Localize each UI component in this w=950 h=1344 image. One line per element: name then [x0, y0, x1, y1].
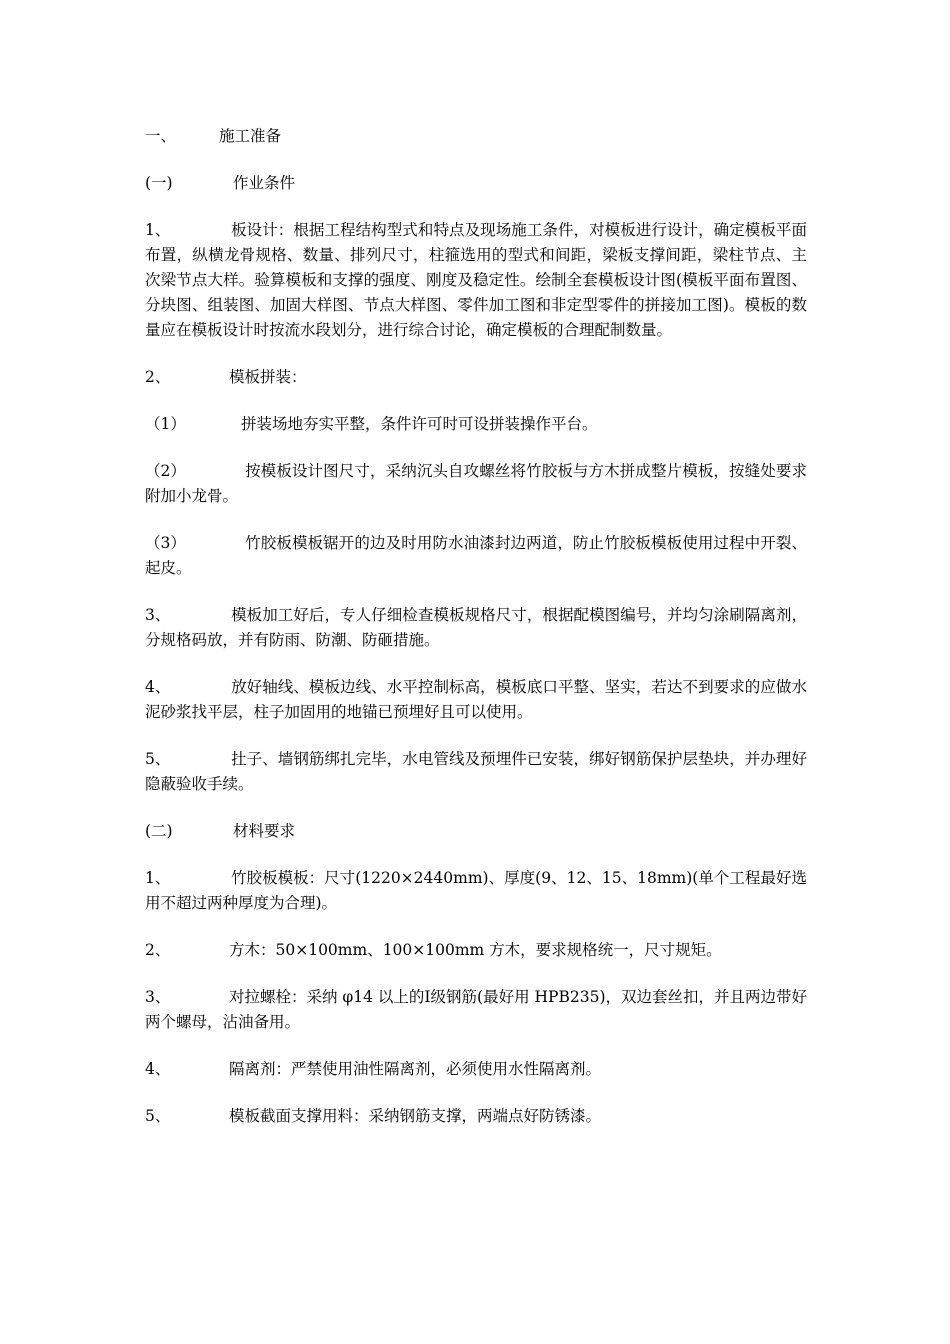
- item-number: 5、: [145, 750, 171, 768]
- list-item: [145, 603, 807, 653]
- item-text: 板设计：根据工程结构型式和特点及现场施工条件，对模板进行设计，确定模板平面布置，纵横龙骨规格、数量、排列尺寸，柱箍选用的型式和间距，梁板支撑间距，梁柱节点、主次梁节点大样。验算模板和支撑的强度、刚度及稳定性。绘制全套模板设计图(模板平面布置图、分块图、组装图、加固大样图、节点大样图、零件加工图和非定型零件的拼接加工图)。模板的数量应在模板设计时按流水段划分，进行综合讨论，确定模板的合理配制数量。: [145, 221, 807, 339]
- item-number: 3、: [145, 606, 171, 624]
- list-item: [145, 985, 807, 1035]
- list-item: [145, 938, 807, 963]
- sub-item-text: 竹胶板模板锯开的边及时用防水油漆封边两道，防止竹胶板模板使用过程中开裂、起皮。: [145, 534, 807, 577]
- item-number: 2、: [145, 368, 171, 386]
- item-text: 对拉螺栓：采纳 φ14 以上的Ⅰ级钢筋(最好用 HPB235)，双边套丝扣，并且两边带好两个螺母，沾油备用。: [145, 988, 807, 1031]
- subsection-heading: [145, 171, 807, 196]
- item-number: 3、: [145, 988, 171, 1006]
- item-text: 方木：50×100mm、100×100mm 方木，要求规格统一，尺寸规矩。: [229, 941, 722, 959]
- item-number: 2、: [145, 941, 171, 959]
- item-text: 隔离剂：严禁使用油性隔离剂，必须使用水性隔离剂。: [229, 1060, 602, 1078]
- item-text: 竹胶板模板：尺寸(1220×2440mm)、厚度(9、12、15、18mm)(单个工程最好选用不超过两种厚度为合理)。: [145, 869, 807, 912]
- sub-item: [145, 459, 807, 509]
- sub-item: [145, 412, 807, 437]
- section-heading: [145, 124, 807, 149]
- item-number: 1、: [145, 221, 171, 239]
- subsection-title: 作业条件: [233, 174, 296, 192]
- item-number: 1、: [145, 869, 171, 887]
- section-number: 一、: [145, 127, 177, 145]
- sub-item-text: 按模板设计图尺寸，采纳沉头自攻螺丝将竹胶板与方木拼成整片模板，按缝处要求附加小龙骨。: [145, 462, 807, 505]
- subsection-number: (二): [145, 822, 173, 840]
- subsection-heading: [145, 819, 807, 844]
- list-item: [145, 218, 807, 343]
- item-text: 扗子、墙钢筋绑扎完毕，水电管线及预埋件已安装，绑好钢筋保护层垫块，并办理好隐蔽验收手续。: [145, 750, 807, 793]
- list-item: [145, 1057, 807, 1082]
- item-text: 模板加工好后，专人仔细检查模板规格尺寸，根据配模图编号，并均匀涂刷隔离剂，分规格码放，并有防雨、防潮、防砸措施。: [145, 606, 807, 649]
- sub-item: [145, 531, 807, 581]
- section-title: 施工准备: [219, 127, 282, 145]
- document-body: [145, 124, 807, 1151]
- subsection-number: (一): [145, 174, 173, 192]
- list-item: [145, 1104, 807, 1129]
- list-item: [145, 365, 807, 390]
- sub-item-number: （1）: [145, 415, 186, 433]
- item-number: 4、: [145, 1060, 171, 1078]
- list-item: [145, 866, 807, 916]
- item-number: 5、: [145, 1107, 171, 1125]
- subsection-title: 材料要求: [233, 822, 296, 840]
- sub-item-number: （3）: [145, 534, 186, 552]
- item-text: 放好轴线、模板边线、水平控制标高，模板底口平整、坚实，若达不到要求的应做水泥砂浆找平层，柱子加固用的地锚已预埋好且可以使用。: [145, 678, 807, 721]
- list-item: [145, 675, 807, 725]
- list-item: [145, 747, 807, 797]
- item-text: 模板拼装：: [229, 368, 307, 386]
- sub-item-text: 拼装场地夯实平整，条件许可时可设拼装操作平台。: [241, 415, 598, 433]
- item-text: 模板截面支撑用料：采纳钢筋支撑，两端点好防锈漆。: [229, 1107, 602, 1125]
- item-number: 4、: [145, 678, 171, 696]
- sub-item-number: （2）: [145, 462, 186, 480]
